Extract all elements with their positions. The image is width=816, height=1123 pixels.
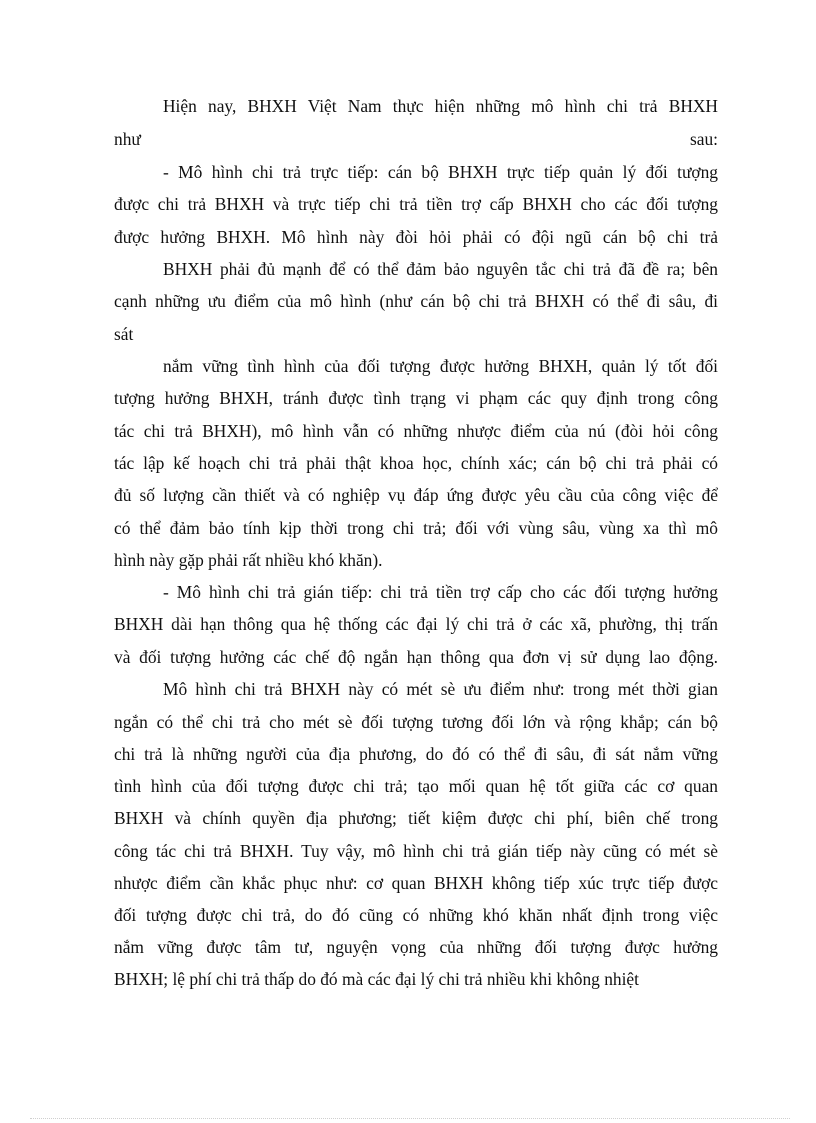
text-line: được chi trả BHXH và trực tiếp chi trả tiền trợ cấp BHXH cho các đối tượng <box>114 194 718 214</box>
text-line: BHXH phải đủ mạnh để có thể đảm bảo nguyên tắc chi trả đã đề ra; bên <box>163 259 718 279</box>
text-line: nhược điểm cần khắc phục như: cơ quan BHXH không tiếp xúc trực tiếp được <box>114 873 718 893</box>
text-line: Mô hình chi trả BHXH này có mét sè ưu điểm như: trong mét thời gian <box>163 679 718 699</box>
text-line: - Mô hình chi trả gián tiếp: chi trả tiền trợ cấp cho các đối tượng hưởng <box>163 582 718 602</box>
text-line: nắm vững tình hình của đối tượng được hưởng BHXH, quản lý tốt đối <box>163 356 718 376</box>
text-line: nắm vững được tâm tư, nguyện vọng của những đối tượng được hưởng <box>114 937 718 957</box>
text-line: sát <box>114 324 134 344</box>
text-line: được hưởng BHXH. Mô hình này đòi hỏi phải có đội ngũ cán bộ chi trả <box>114 227 718 247</box>
text-line: có thể đảm bảo tính kịp thời trong chi trả; đối với vùng sâu, vùng xa thì mô <box>114 518 718 538</box>
text-line: Hiện nay, BHXH Việt Nam thực hiện những mô hình chi trả BHXH <box>163 96 718 116</box>
text-line: tác lập kế hoạch chi trả phải thật khoa học, chính xác; cán bộ chi trả phải có <box>114 453 718 473</box>
page-bottom-divider <box>30 1118 790 1119</box>
text-line: chi trả là những người của địa phương, do đó có thể đi sâu, đi sát nắm vững <box>114 744 718 764</box>
text-line: công tác chi trả BHXH. Tuy vậy, mô hình chi trả gián tiếp này cũng có mét sè <box>114 841 718 861</box>
text-line: cạnh những ưu điểm của mô hình (như cán bộ chi trả BHXH có thể đi sâu, đi <box>114 291 718 311</box>
text-line: BHXH; lệ phí chi trả thấp do đó mà các đại lý chi trả nhiều khi không nhiệt <box>114 969 639 989</box>
text-line: tác chi trả BHXH), mô hình vẫn có những nhược điểm của nú (đòi hỏi công <box>114 421 718 441</box>
text-line: BHXH dài hạn thông qua hệ thống các đại lý chi trả ở các xã, phường, thị trấn <box>114 614 718 634</box>
text-line: tượng hưởng BHXH, tránh được tình trạng vi phạm các quy định trong công <box>114 388 718 408</box>
text-line: BHXH và chính quyền địa phương; tiết kiệm được chi phí, biên chế trong <box>114 808 718 828</box>
text-line: và đối tượng hưởng các chế độ ngắn hạn thông qua đơn vị sử dụng lao động. <box>114 647 718 667</box>
text-line: như sau: <box>114 129 718 149</box>
text-line: đối tượng được chi trả, do đó cũng có những khó khăn nhất định trong việc <box>114 905 718 925</box>
text-line: ngắn có thể chi trả cho mét sè đối tượng tương đối lớn và rộng khắp; cán bộ <box>114 712 718 732</box>
text-line: đủ số lượng cần thiết và có nghiệp vụ đáp ứng được yêu cầu của công việc để <box>114 485 718 505</box>
text-line: - Mô hình chi trả trực tiếp: cán bộ BHXH trực tiếp quản lý đối tượng <box>163 162 718 182</box>
text-line: hình này gặp phải rất nhiều khó khăn). <box>114 550 383 570</box>
text-line: tình hình của đối tượng được chi trả; tạo mối quan hệ tốt giữa các cơ quan <box>114 776 718 796</box>
